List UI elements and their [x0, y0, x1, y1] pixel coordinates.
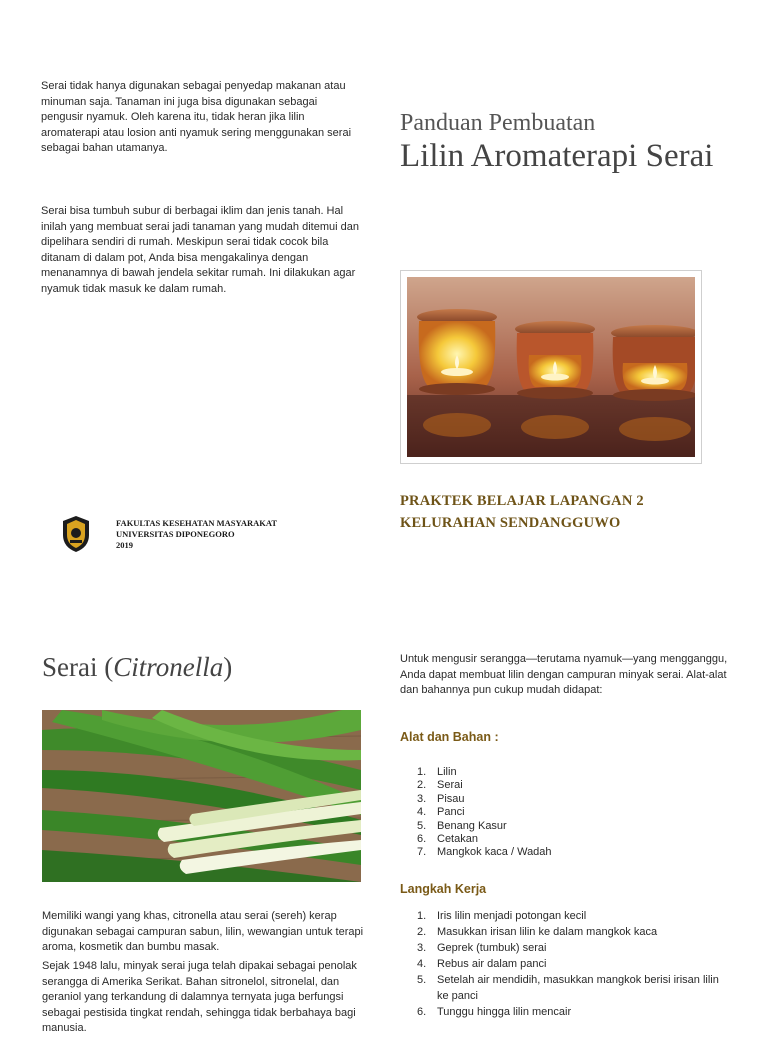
candle-illustration	[407, 277, 695, 457]
list-item-text: Lilin	[437, 766, 457, 778]
list-item-number: 2.	[417, 779, 427, 792]
list-item	[417, 924, 727, 940]
guide-intro: Untuk mengusir serangga—terutama nyamuk—yang mengganggu, Anda dapat membuat lilin dengan campuran minyak serai. Alat-alat dan bahannya pun cukup mudah didapat:	[400, 653, 728, 696]
list-item	[417, 779, 717, 792]
list-item	[417, 908, 727, 924]
university-name: UNIVERSITAS DIPONEGORO	[116, 529, 235, 539]
list-item-number: 4.	[417, 806, 427, 819]
faculty-info	[116, 518, 277, 551]
list-item-number: 2.	[417, 926, 427, 938]
university-logo	[61, 515, 91, 553]
list-item	[417, 956, 727, 972]
list-item-text: Serai	[437, 779, 463, 792]
list-item	[417, 806, 717, 819]
faculty-name: FAKULTAS KESEHATAN MASYARAKAT	[116, 518, 278, 528]
list-item-text: Rebus air dalam panci	[437, 958, 547, 970]
list-item-number: 3.	[417, 792, 427, 805]
list-item-text: Cetakan	[437, 833, 478, 846]
cover-title: Lilin Aromaterapi Serai	[400, 138, 714, 174]
list-item-text: Mangkok kaca / Wadah	[437, 846, 552, 859]
tools-list	[417, 766, 717, 860]
practicum-line-2: KELURAHAN SENDANGGUWO	[400, 515, 621, 531]
list-item-number: 1.	[417, 766, 427, 778]
cover-subtitle: Panduan Pembuatan	[400, 110, 596, 136]
list-item-number: 3.	[417, 942, 427, 954]
list-item-text: Setelah air mendidih, masukkan mangkok berisi irisan lilin ke panci	[437, 974, 719, 1002]
list-item	[417, 940, 727, 956]
serai-heading	[42, 652, 232, 683]
practicum-line-1: PRAKTEK BELAJAR LAPANGAN 2	[400, 493, 644, 509]
burner-2	[515, 321, 595, 439]
list-item	[417, 1004, 727, 1020]
list-item	[417, 833, 717, 846]
list-item-number: 6.	[417, 1006, 427, 1018]
list-item-number: 6.	[417, 833, 427, 846]
serai-heading-prefix: Serai (	[42, 652, 114, 682]
list-item	[417, 793, 717, 806]
list-item-text: Tunggu hingga lilin mencair	[437, 1006, 572, 1018]
lemongrass-photo	[42, 710, 361, 882]
list-item	[417, 766, 717, 779]
list-item-text: Benang Kasur	[437, 819, 507, 832]
serai-heading-suffix: )	[223, 652, 233, 682]
list-item-number: 4.	[417, 958, 427, 970]
lemongrass-illustration	[42, 710, 361, 882]
tools-heading: Alat dan Bahan :	[400, 730, 499, 744]
year: 2019	[116, 540, 133, 550]
list-item-text: Geprek (tumbuk) serai	[437, 942, 547, 954]
list-item-text: Pisau	[437, 792, 465, 805]
burner-3	[611, 325, 695, 441]
intro-paragraph-2: Serai bisa tumbuh subur di berbagai iklim dan jenis tanah. Hal inilah yang membuat serai jadi tanaman yang mudah ditemui dan dipelihara sendiri di rumah. Meskipun serai tidak cocok bila ditanam di dalam pot, Anda bisa mengakalinya dengan menanamnya di bawah jendela sekitar rumah. Ini dilakukan agar nyamuk tidak masuk ke dalam rumah.	[41, 205, 359, 295]
list-item-number: 5.	[417, 974, 427, 986]
list-item-text: Iris lilin menjadi potongan kecil	[437, 910, 587, 922]
list-item	[417, 820, 717, 833]
list-item-number: 1.	[417, 910, 427, 922]
list-item-number: 5.	[417, 819, 427, 832]
steps-list	[417, 908, 727, 1020]
practicum-title	[400, 490, 730, 534]
aromatherapy-candle-photo	[400, 270, 702, 464]
serai-heading-latin: Citronella	[113, 652, 224, 682]
list-item-text: Masukkan irisan lilin ke dalam mangkok kaca	[437, 926, 658, 938]
citronella-description-2: Sejak 1948 lalu, minyak serai juga telah dipakai sebagai penolak serangga di Amerika Serikat. Bahan sitronelol, sitronelal, dan geraniol yang terkandung di dalamnya ternyata juga berfungsi sebagai pestisida tingkat rendah, sehingga tidak berbahaya bagi manusia.	[42, 960, 357, 1034]
list-item	[417, 972, 727, 1004]
list-item-number: 7.	[417, 846, 427, 859]
university-seal-icon	[61, 515, 91, 553]
citronella-description-1: Memiliki wangi yang khas, citronella atau serai (sereh) kerap digunakan sebagai campuran sabun, lilin, wewangian untuk terapi aroma, kosmetik dan bumbu masak.	[42, 910, 364, 953]
steps-heading: Langkah Kerja	[400, 882, 487, 896]
intro-paragraph-1: Serai tidak hanya digunakan sebagai penyedap makanan atau minuman saja. Tanaman ini juga bisa digunakan sebagai pengusir nyamuk. Oleh karena itu, tidak heran jika lilin aromaterapi atau losion anti nyamuk sering menggunakan serai sebagai bahan utamanya.	[41, 80, 352, 154]
list-item-text: Panci	[437, 806, 465, 819]
list-item	[417, 846, 717, 859]
